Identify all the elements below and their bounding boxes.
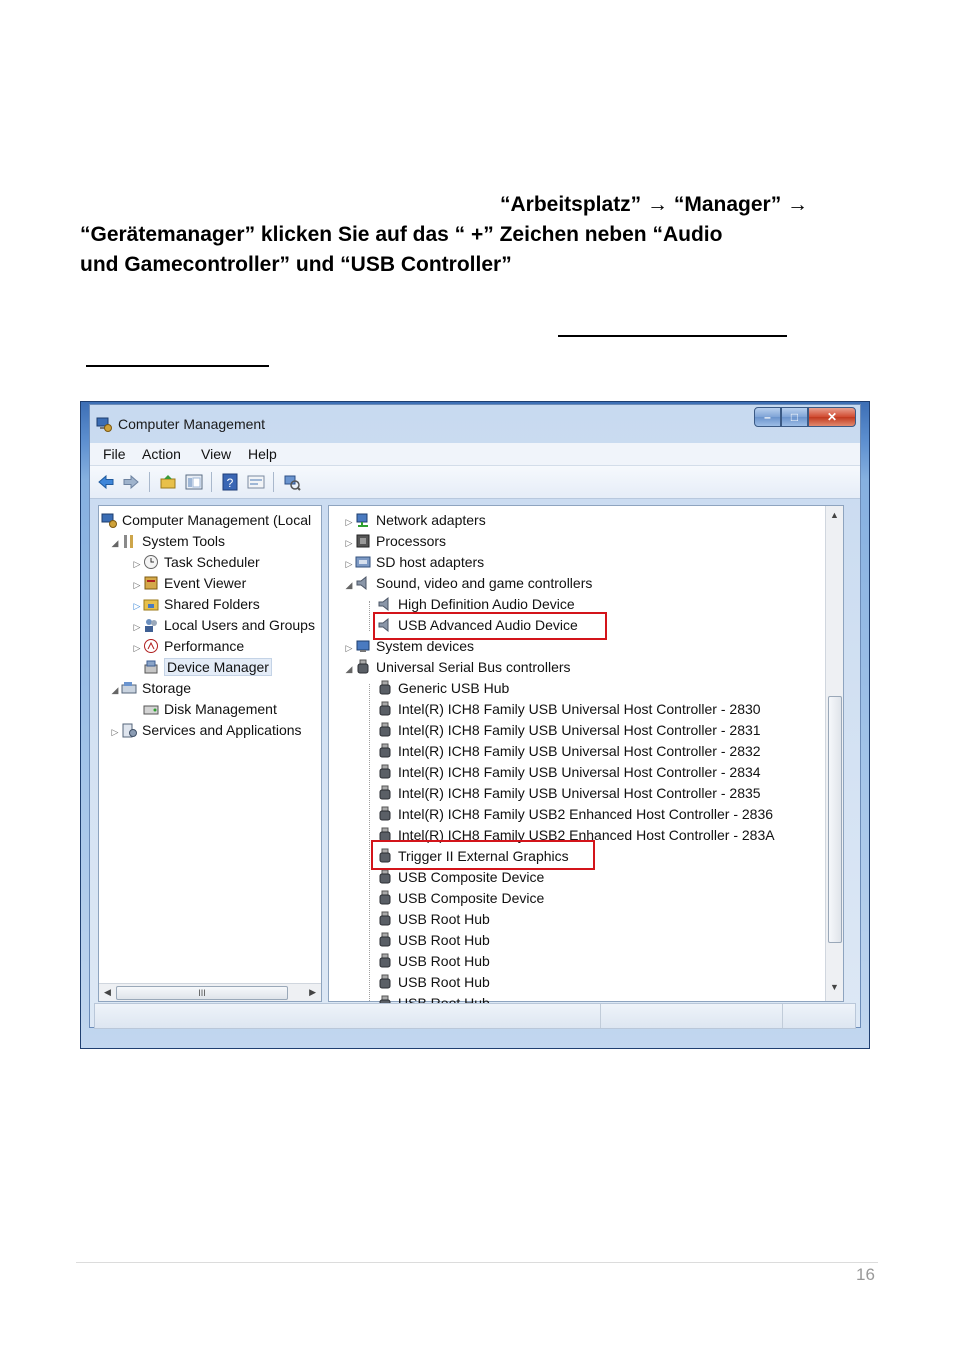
processor-icon	[355, 533, 371, 549]
collapsed-triangle-icon[interactable]: ▷	[133, 580, 141, 590]
device-usb-child[interactable]	[377, 762, 761, 783]
scrollbar-thumb[interactable]	[828, 696, 842, 943]
device-label: USB Composite Device	[398, 869, 545, 885]
device-label: Intel(R) ICH8 Family USB Universal Host Controller - 2832	[398, 743, 761, 759]
tree-item-label: Disk Management	[164, 701, 277, 717]
scrollbar-thumb[interactable]: III	[116, 986, 288, 1000]
tree-item-disk-management[interactable]	[143, 699, 277, 720]
underline-2	[86, 365, 269, 367]
svg-text:?: ?	[226, 476, 234, 490]
device-label: Processors	[376, 533, 447, 549]
console-tree-pane[interactable]	[98, 505, 322, 1002]
collapsed-triangle-icon[interactable]: ▷	[345, 643, 353, 653]
collapsed-triangle-icon[interactable]: ▷	[133, 643, 141, 653]
collapsed-triangle-icon[interactable]: ▷	[345, 559, 353, 569]
usb-icon	[377, 911, 393, 927]
underline-1	[558, 335, 787, 337]
device-label: Universal Serial Bus controllers	[376, 659, 571, 675]
minimize-button[interactable]: –	[754, 407, 781, 427]
device-usb-child[interactable]	[377, 972, 490, 993]
instruction-line-2: “Gerätemanager” klicken Sie auf das “ +” Zeichen neben “Audio	[80, 223, 723, 246]
device-label: Sound, video and game controllers	[376, 575, 593, 591]
tree-item-performance[interactable]	[131, 636, 244, 657]
help-icon[interactable]	[221, 473, 239, 491]
device-usb-controllers[interactable]	[343, 657, 571, 678]
device-usb-child[interactable]	[377, 930, 490, 951]
show-hide-console-icon[interactable]	[185, 473, 203, 491]
device-label: USB Root Hub	[398, 911, 490, 927]
device-label: USB Composite Device	[398, 890, 545, 906]
collapsed-triangle-icon[interactable]: ▷	[111, 727, 119, 737]
device-label: Intel(R) ICH8 Family USB Universal Host Controller - 2831	[398, 722, 761, 738]
device-label: Intel(R) ICH8 Family USB Universal Host Controller - 2830	[398, 701, 761, 717]
collapsed-triangle-icon[interactable]: ▷	[133, 559, 141, 569]
usb-icon	[377, 701, 393, 717]
expanded-triangle-icon[interactable]: ◢	[345, 664, 353, 674]
tree-item-label: Local Users and Groups	[164, 617, 315, 633]
collapsed-triangle-icon[interactable]: ▷	[133, 622, 141, 632]
device-list-pane[interactable]	[328, 505, 844, 1002]
tree-item-label: Shared Folders	[164, 596, 260, 612]
window-title: Computer Management	[118, 416, 266, 432]
tree-item-shared-folders[interactable]	[131, 594, 260, 615]
instruction-line-1: “Arbeitsplatz” → “Manager” →	[500, 193, 809, 216]
title-bar[interactable]	[90, 405, 860, 441]
tree-item-label: Storage	[142, 680, 192, 696]
system-devices-icon	[355, 638, 371, 654]
tree-item-local-users-groups[interactable]	[131, 615, 315, 636]
tree-item-system-tools[interactable]	[109, 531, 225, 552]
device-label: Intel(R) ICH8 Family USB2 Enhanced Host Controller - 283A	[398, 827, 775, 843]
speaker-icon	[377, 596, 393, 612]
usb-icon	[377, 890, 393, 906]
tree-item-label: Services and Applications	[142, 722, 302, 738]
tree-item-services-applications[interactable]	[109, 720, 302, 741]
tree-item-label: Computer Management (Local	[122, 512, 312, 528]
scan-hardware-icon[interactable]	[283, 473, 301, 491]
network-icon	[355, 512, 371, 528]
tree-item-device-manager[interactable]	[143, 657, 272, 678]
device-label: Network adapters	[376, 512, 486, 528]
usb-icon	[377, 743, 393, 759]
device-label: Intel(R) ICH8 Family USB Universal Host Controller - 2834	[398, 764, 761, 780]
back-arrow-icon[interactable]	[97, 473, 115, 491]
usb-icon	[377, 974, 393, 990]
horizontal-scrollbar[interactable]	[99, 983, 321, 1001]
device-usb-child[interactable]	[377, 909, 490, 930]
tree-item-storage[interactable]	[109, 678, 191, 699]
instruction-text	[80, 190, 870, 280]
device-label: Trigger II External Graphics	[398, 848, 569, 864]
expanded-triangle-icon[interactable]: ◢	[111, 538, 119, 548]
tree-item-computer-management[interactable]	[101, 510, 311, 531]
clock-icon	[143, 554, 159, 570]
menu-view[interactable]: View	[201, 446, 232, 462]
computer-management-window	[80, 401, 870, 1049]
device-usb-child[interactable]	[377, 783, 761, 804]
performance-icon	[143, 638, 159, 654]
device-label: Intel(R) ICH8 Family USB2 Enhanced Host Controller - 2836	[398, 806, 774, 822]
menu-bar	[90, 443, 860, 466]
device-usb-child[interactable]	[377, 678, 509, 699]
menu-action[interactable]: Action	[142, 446, 181, 462]
scroll-right-arrow-icon[interactable]: ▶	[309, 987, 316, 997]
tree-item-label: System Tools	[142, 533, 225, 549]
device-label: USB Root Hub	[398, 932, 490, 948]
device-label: USB Root Hub	[398, 953, 490, 969]
window-frame	[89, 404, 861, 1028]
status-divider	[600, 1004, 601, 1028]
expanded-triangle-icon[interactable]: ◢	[111, 685, 119, 695]
usb-icon	[377, 953, 393, 969]
toolbar-separator	[149, 472, 150, 492]
highlight-box-audio	[373, 612, 607, 640]
toolbar	[90, 466, 860, 499]
device-label: System devices	[376, 638, 475, 654]
instruction-line-3: und Gamecontroller” und “USB Controller”	[80, 253, 512, 276]
device-label: High Definition Audio Device	[398, 596, 575, 612]
usb-icon	[377, 869, 393, 885]
sd-host-icon	[355, 554, 371, 570]
collapsed-triangle-icon[interactable]: ▷	[345, 517, 353, 527]
device-label: USB Root Hub	[398, 974, 490, 990]
usb-icon	[355, 659, 371, 675]
collapsed-triangle-icon[interactable]: ▷	[133, 601, 141, 611]
scroll-left-arrow-icon[interactable]: ◀	[104, 987, 111, 997]
tree-connector	[369, 684, 370, 1001]
device-sd-host-adapters[interactable]	[343, 552, 484, 573]
tools-icon	[121, 533, 137, 549]
device-usb-child[interactable]	[377, 951, 490, 972]
tree-connector	[369, 601, 370, 631]
tree-item-task-scheduler[interactable]	[131, 552, 260, 573]
usb-icon	[377, 722, 393, 738]
expanded-triangle-icon[interactable]: ◢	[345, 580, 353, 590]
device-usb-child[interactable]	[377, 804, 773, 825]
collapsed-triangle-icon[interactable]: ▷	[345, 538, 353, 548]
highlight-box-trigger	[371, 840, 595, 870]
status-divider	[782, 1004, 783, 1028]
scroll-down-arrow-icon[interactable]: ▼	[830, 982, 839, 992]
vertical-scrollbar[interactable]	[825, 506, 843, 1001]
toolbar-separator	[273, 472, 274, 492]
device-label: Generic USB Hub	[398, 680, 510, 696]
speaker-icon	[355, 575, 371, 591]
storage-icon	[121, 680, 137, 696]
usb-icon	[377, 806, 393, 822]
users-icon	[143, 617, 159, 633]
tree-item-label: Device Manager	[164, 658, 272, 676]
up-folder-icon[interactable]	[159, 473, 177, 491]
usb-icon	[377, 932, 393, 948]
device-usb-child[interactable]	[377, 699, 761, 720]
shared-folder-icon	[143, 596, 159, 612]
forward-arrow-icon[interactable]	[122, 473, 140, 491]
properties-icon[interactable]	[247, 473, 265, 491]
maximize-button[interactable]: □	[781, 407, 808, 427]
page-number: 16	[856, 1265, 875, 1284]
tree-item-label: Performance	[164, 638, 245, 654]
menu-file[interactable]: File	[103, 446, 126, 462]
tree-item-label: Task Scheduler	[164, 554, 260, 570]
usb-icon	[377, 680, 393, 696]
window-controls	[754, 407, 856, 427]
device-label: SD host adapters	[376, 554, 485, 570]
device-usb-child[interactable]	[377, 867, 544, 888]
tree-item-event-viewer[interactable]	[131, 573, 246, 594]
event-viewer-icon	[143, 575, 159, 591]
computer-management-icon	[96, 416, 112, 432]
footer-divider	[76, 1262, 878, 1263]
device-processors[interactable]	[343, 531, 446, 552]
disk-icon	[143, 701, 159, 717]
device-usb-child[interactable]	[377, 720, 761, 741]
usb-icon	[377, 785, 393, 801]
device-label: Intel(R) ICH8 Family USB Universal Host Controller - 2835	[398, 785, 761, 801]
tree-item-label: Event Viewer	[164, 575, 247, 591]
device-usb-child[interactable]	[377, 741, 761, 762]
device-label: USB Advanced Audio Device	[398, 617, 578, 633]
usb-icon	[377, 764, 393, 780]
close-button[interactable]: ✕	[808, 407, 856, 427]
device-usb-child[interactable]	[377, 888, 544, 909]
device-manager-icon	[143, 659, 159, 675]
menu-help[interactable]: Help	[248, 446, 277, 462]
services-icon	[121, 722, 137, 738]
toolbar-separator	[211, 472, 212, 492]
device-sound-video-game[interactable]	[343, 573, 592, 594]
device-network-adapters[interactable]	[343, 510, 486, 531]
scroll-up-arrow-icon[interactable]: ▲	[830, 510, 839, 520]
status-bar	[94, 1003, 856, 1029]
computer-management-icon	[101, 512, 117, 528]
